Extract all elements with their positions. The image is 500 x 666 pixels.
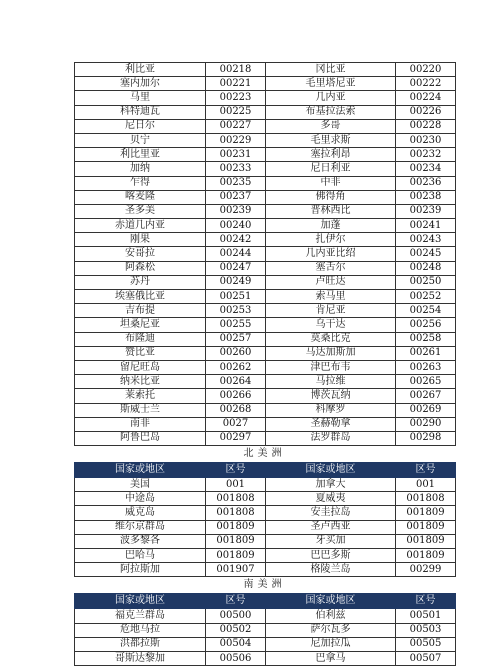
code-cell: 00267: [396, 389, 456, 403]
table-row: [75, 77, 456, 91]
code-cell: 00240: [206, 219, 266, 233]
code-cell: 00227: [206, 119, 266, 133]
code-cell: 001809: [396, 506, 456, 520]
code-cell: 00236: [396, 176, 456, 190]
code-cell: 001: [206, 478, 266, 492]
code-cell: 00234: [396, 162, 456, 176]
country-cell: 南非: [75, 417, 206, 431]
code-cell: 0027: [206, 417, 266, 431]
code-cell: 00237: [206, 190, 266, 204]
country-cell: 巴巴多斯: [266, 549, 396, 563]
header-country: 国家或地区: [75, 463, 206, 478]
code-cell: 00263: [396, 360, 456, 374]
country-cell: 美国: [75, 478, 206, 492]
code-cell: 001907: [206, 563, 266, 577]
code-cell: 00239: [396, 204, 456, 218]
country-cell: 贝宁: [75, 133, 206, 147]
code-cell: 00501: [396, 609, 456, 623]
north-america-table: [74, 462, 456, 577]
country-cell: 利比里亚: [75, 148, 206, 162]
code-cell: 00297: [206, 431, 266, 445]
code-cell: 00225: [206, 105, 266, 119]
country-cell: 安哥拉: [75, 247, 206, 261]
header-code: 区号: [206, 463, 266, 478]
code-cell: 001809: [206, 520, 266, 534]
table-row: [75, 247, 456, 261]
code-cell: 00258: [396, 332, 456, 346]
country-cell: 乌干达: [266, 318, 396, 332]
table-row: [75, 261, 456, 275]
country-cell: 维尔京群岛: [75, 520, 206, 534]
code-cell: 00507: [396, 651, 456, 665]
country-cell: 津巴布韦: [266, 360, 396, 374]
country-cell: 哥斯达黎加: [75, 651, 206, 665]
code-cell: 00220: [396, 63, 456, 77]
country-cell: 牙买加: [266, 534, 396, 548]
code-cell: 00299: [396, 563, 456, 577]
table-row: [75, 318, 456, 332]
table-row: [75, 549, 456, 563]
code-cell: 00218: [206, 63, 266, 77]
code-cell: 00260: [206, 346, 266, 360]
country-cell: 多哥: [266, 119, 396, 133]
code-cell: 001808: [206, 492, 266, 506]
code-cell: 00268: [206, 403, 266, 417]
code-cell: 00505: [396, 637, 456, 651]
country-cell: 塞内加尔: [75, 77, 206, 91]
code-cell: 00228: [396, 119, 456, 133]
table-row: [75, 190, 456, 204]
country-cell: 乍得: [75, 176, 206, 190]
country-cell: 中途岛: [75, 492, 206, 506]
code-cell: 00500: [206, 609, 266, 623]
code-cell: 00242: [206, 233, 266, 247]
table-row: [75, 563, 456, 577]
header-country: 国家或地区: [266, 594, 396, 609]
table-header-row: [75, 594, 456, 609]
code-cell: 00229: [206, 133, 266, 147]
south-america-table: [74, 593, 456, 666]
code-cell: 00261: [396, 346, 456, 360]
country-cell: 尼日尔: [75, 119, 206, 133]
code-cell: 001809: [206, 534, 266, 548]
header-code: 区号: [206, 594, 266, 609]
table-row: [75, 389, 456, 403]
country-cell: 尼加拉瓜: [266, 637, 396, 651]
code-cell: 00238: [396, 190, 456, 204]
table-row: [75, 520, 456, 534]
table-row: [75, 133, 456, 147]
country-cell: 圣卢西亚: [266, 520, 396, 534]
country-cell: 埃塞俄比亚: [75, 290, 206, 304]
country-cell: 冈比亚: [266, 63, 396, 77]
country-cell: 威克岛: [75, 506, 206, 520]
code-cell: 00222: [396, 77, 456, 91]
country-cell: 加纳: [75, 162, 206, 176]
table-row: [75, 431, 456, 445]
country-cell: 利比亚: [75, 63, 206, 77]
table-row: [75, 162, 456, 176]
country-cell: 几内亚: [266, 91, 396, 105]
code-cell: 00265: [396, 375, 456, 389]
code-cell: 00239: [206, 204, 266, 218]
code-cell: 00232: [396, 148, 456, 162]
section-title-north-america: 北美洲: [243, 448, 286, 460]
country-cell: 波多黎各: [75, 534, 206, 548]
code-cell: 00247: [206, 261, 266, 275]
code-cell: 001808: [206, 506, 266, 520]
table-row: [75, 105, 456, 119]
country-cell: 博茨瓦纳: [266, 389, 396, 403]
header-country: 国家或地区: [266, 463, 396, 478]
table-row: [75, 233, 456, 247]
country-cell: 莫桑比克: [266, 332, 396, 346]
code-cell: 00298: [396, 431, 456, 445]
code-cell: 001808: [396, 492, 456, 506]
country-cell: 刚果: [75, 233, 206, 247]
country-cell: 圣赫勒拿: [266, 417, 396, 431]
country-cell: 阿鲁巴岛: [75, 431, 206, 445]
table-row: [75, 204, 456, 218]
country-cell: 尼日利亚: [266, 162, 396, 176]
table-row: [75, 609, 456, 623]
country-cell: 索马里: [266, 290, 396, 304]
country-cell: 安圭拉岛: [266, 506, 396, 520]
country-cell: 毛里塔尼亚: [266, 77, 396, 91]
table-row: [75, 91, 456, 105]
table-row: [75, 63, 456, 77]
country-cell: 阿拉斯加: [75, 563, 206, 577]
country-cell: 普林西比: [266, 204, 396, 218]
country-cell: 纳米比亚: [75, 375, 206, 389]
country-cell: 莱索托: [75, 389, 206, 403]
code-cell: 00241: [396, 219, 456, 233]
table-row: [75, 403, 456, 417]
code-cell: 00256: [396, 318, 456, 332]
code-cell: 00253: [206, 304, 266, 318]
document-page: [74, 62, 455, 666]
code-cell: 00235: [206, 176, 266, 190]
code-cell: 00249: [206, 275, 266, 289]
table-row: [75, 290, 456, 304]
table-row: [75, 275, 456, 289]
country-cell: 伯利兹: [266, 609, 396, 623]
country-cell: 法罗群岛: [266, 431, 396, 445]
country-cell: 马拉维: [266, 375, 396, 389]
table-row: [75, 346, 456, 360]
country-cell: 毛里求斯: [266, 133, 396, 147]
country-cell: 夏威夷: [266, 492, 396, 506]
code-cell: 00251: [206, 290, 266, 304]
code-cell: 00504: [206, 637, 266, 651]
country-cell: 赤道几内亚: [75, 219, 206, 233]
table-row: [75, 176, 456, 190]
country-cell: 马达加斯加: [266, 346, 396, 360]
code-cell: 00255: [206, 318, 266, 332]
country-cell: 吉布提: [75, 304, 206, 318]
country-cell: 坦桑尼亚: [75, 318, 206, 332]
section-title-south-america: 南美洲: [243, 579, 286, 591]
code-cell: 00266: [206, 389, 266, 403]
code-cell: 00244: [206, 247, 266, 261]
country-cell: 科特迪瓦: [75, 105, 206, 119]
code-cell: 00503: [396, 623, 456, 637]
table-row: [75, 148, 456, 162]
code-cell: 00506: [206, 651, 266, 665]
code-cell: 00250: [396, 275, 456, 289]
code-cell: 001: [396, 478, 456, 492]
code-cell: 00502: [206, 623, 266, 637]
header-code: 区号: [396, 594, 456, 609]
country-cell: 圣多美: [75, 204, 206, 218]
code-cell: 00245: [396, 247, 456, 261]
header-country: 国家或地区: [75, 594, 206, 609]
country-cell: 科摩罗: [266, 403, 396, 417]
country-cell: 加拿大: [266, 478, 396, 492]
country-cell: 福克兰群岛: [75, 609, 206, 623]
country-cell: 危地马拉: [75, 623, 206, 637]
table-header-row: [75, 463, 456, 478]
table-row: [75, 651, 456, 665]
country-cell: 阿森松: [75, 261, 206, 275]
code-cell: 001809: [396, 520, 456, 534]
country-cell: 赞比亚: [75, 346, 206, 360]
table-row: [75, 492, 456, 506]
code-cell: 00290: [396, 417, 456, 431]
country-cell: 格陵兰岛: [266, 563, 396, 577]
table-row: [75, 119, 456, 133]
code-cell: 00262: [206, 360, 266, 374]
country-cell: 扎伊尔: [266, 233, 396, 247]
table-row: [75, 623, 456, 637]
country-cell: 巴哈马: [75, 549, 206, 563]
code-cell: 00231: [206, 148, 266, 162]
country-cell: 马里: [75, 91, 206, 105]
code-cell: 001809: [396, 549, 456, 563]
code-cell: 001809: [206, 549, 266, 563]
code-cell: 00269: [396, 403, 456, 417]
country-cell: 卢旺达: [266, 275, 396, 289]
country-cell: 加蓬: [266, 219, 396, 233]
table-row: [75, 506, 456, 520]
code-cell: 00226: [396, 105, 456, 119]
country-cell: 巴拿马: [266, 651, 396, 665]
code-cell: 00230: [396, 133, 456, 147]
country-cell: 萨尔瓦多: [266, 623, 396, 637]
country-cell: 斯威士兰: [75, 403, 206, 417]
code-cell: 001809: [396, 534, 456, 548]
table-row: [75, 417, 456, 431]
table-row: [75, 304, 456, 318]
country-cell: 布基拉法索: [266, 105, 396, 119]
code-cell: 00254: [396, 304, 456, 318]
code-cell: 00257: [206, 332, 266, 346]
code-cell: 00243: [396, 233, 456, 247]
africa-table: [74, 62, 456, 446]
country-cell: 佛得角: [266, 190, 396, 204]
table-row: [75, 534, 456, 548]
country-cell: 喀麦隆: [75, 190, 206, 204]
code-cell: 00221: [206, 77, 266, 91]
code-cell: 00233: [206, 162, 266, 176]
country-cell: 中非: [266, 176, 396, 190]
code-cell: 00264: [206, 375, 266, 389]
table-row: [75, 375, 456, 389]
code-cell: 00252: [396, 290, 456, 304]
country-cell: 肯尼亚: [266, 304, 396, 318]
code-cell: 00248: [396, 261, 456, 275]
country-cell: 几内亚比绍: [266, 247, 396, 261]
country-cell: 苏丹: [75, 275, 206, 289]
country-cell: 塞舌尔: [266, 261, 396, 275]
table-row: [75, 637, 456, 651]
header-code: 区号: [396, 463, 456, 478]
table-row: [75, 332, 456, 346]
country-cell: 留尼旺岛: [75, 360, 206, 374]
country-cell: 洪都拉斯: [75, 637, 206, 651]
table-row: [75, 478, 456, 492]
code-cell: 00223: [206, 91, 266, 105]
table-row: [75, 219, 456, 233]
code-cell: 00224: [396, 91, 456, 105]
country-cell: 塞拉利昂: [266, 148, 396, 162]
table-row: [75, 360, 456, 374]
country-cell: 布隆迪: [75, 332, 206, 346]
